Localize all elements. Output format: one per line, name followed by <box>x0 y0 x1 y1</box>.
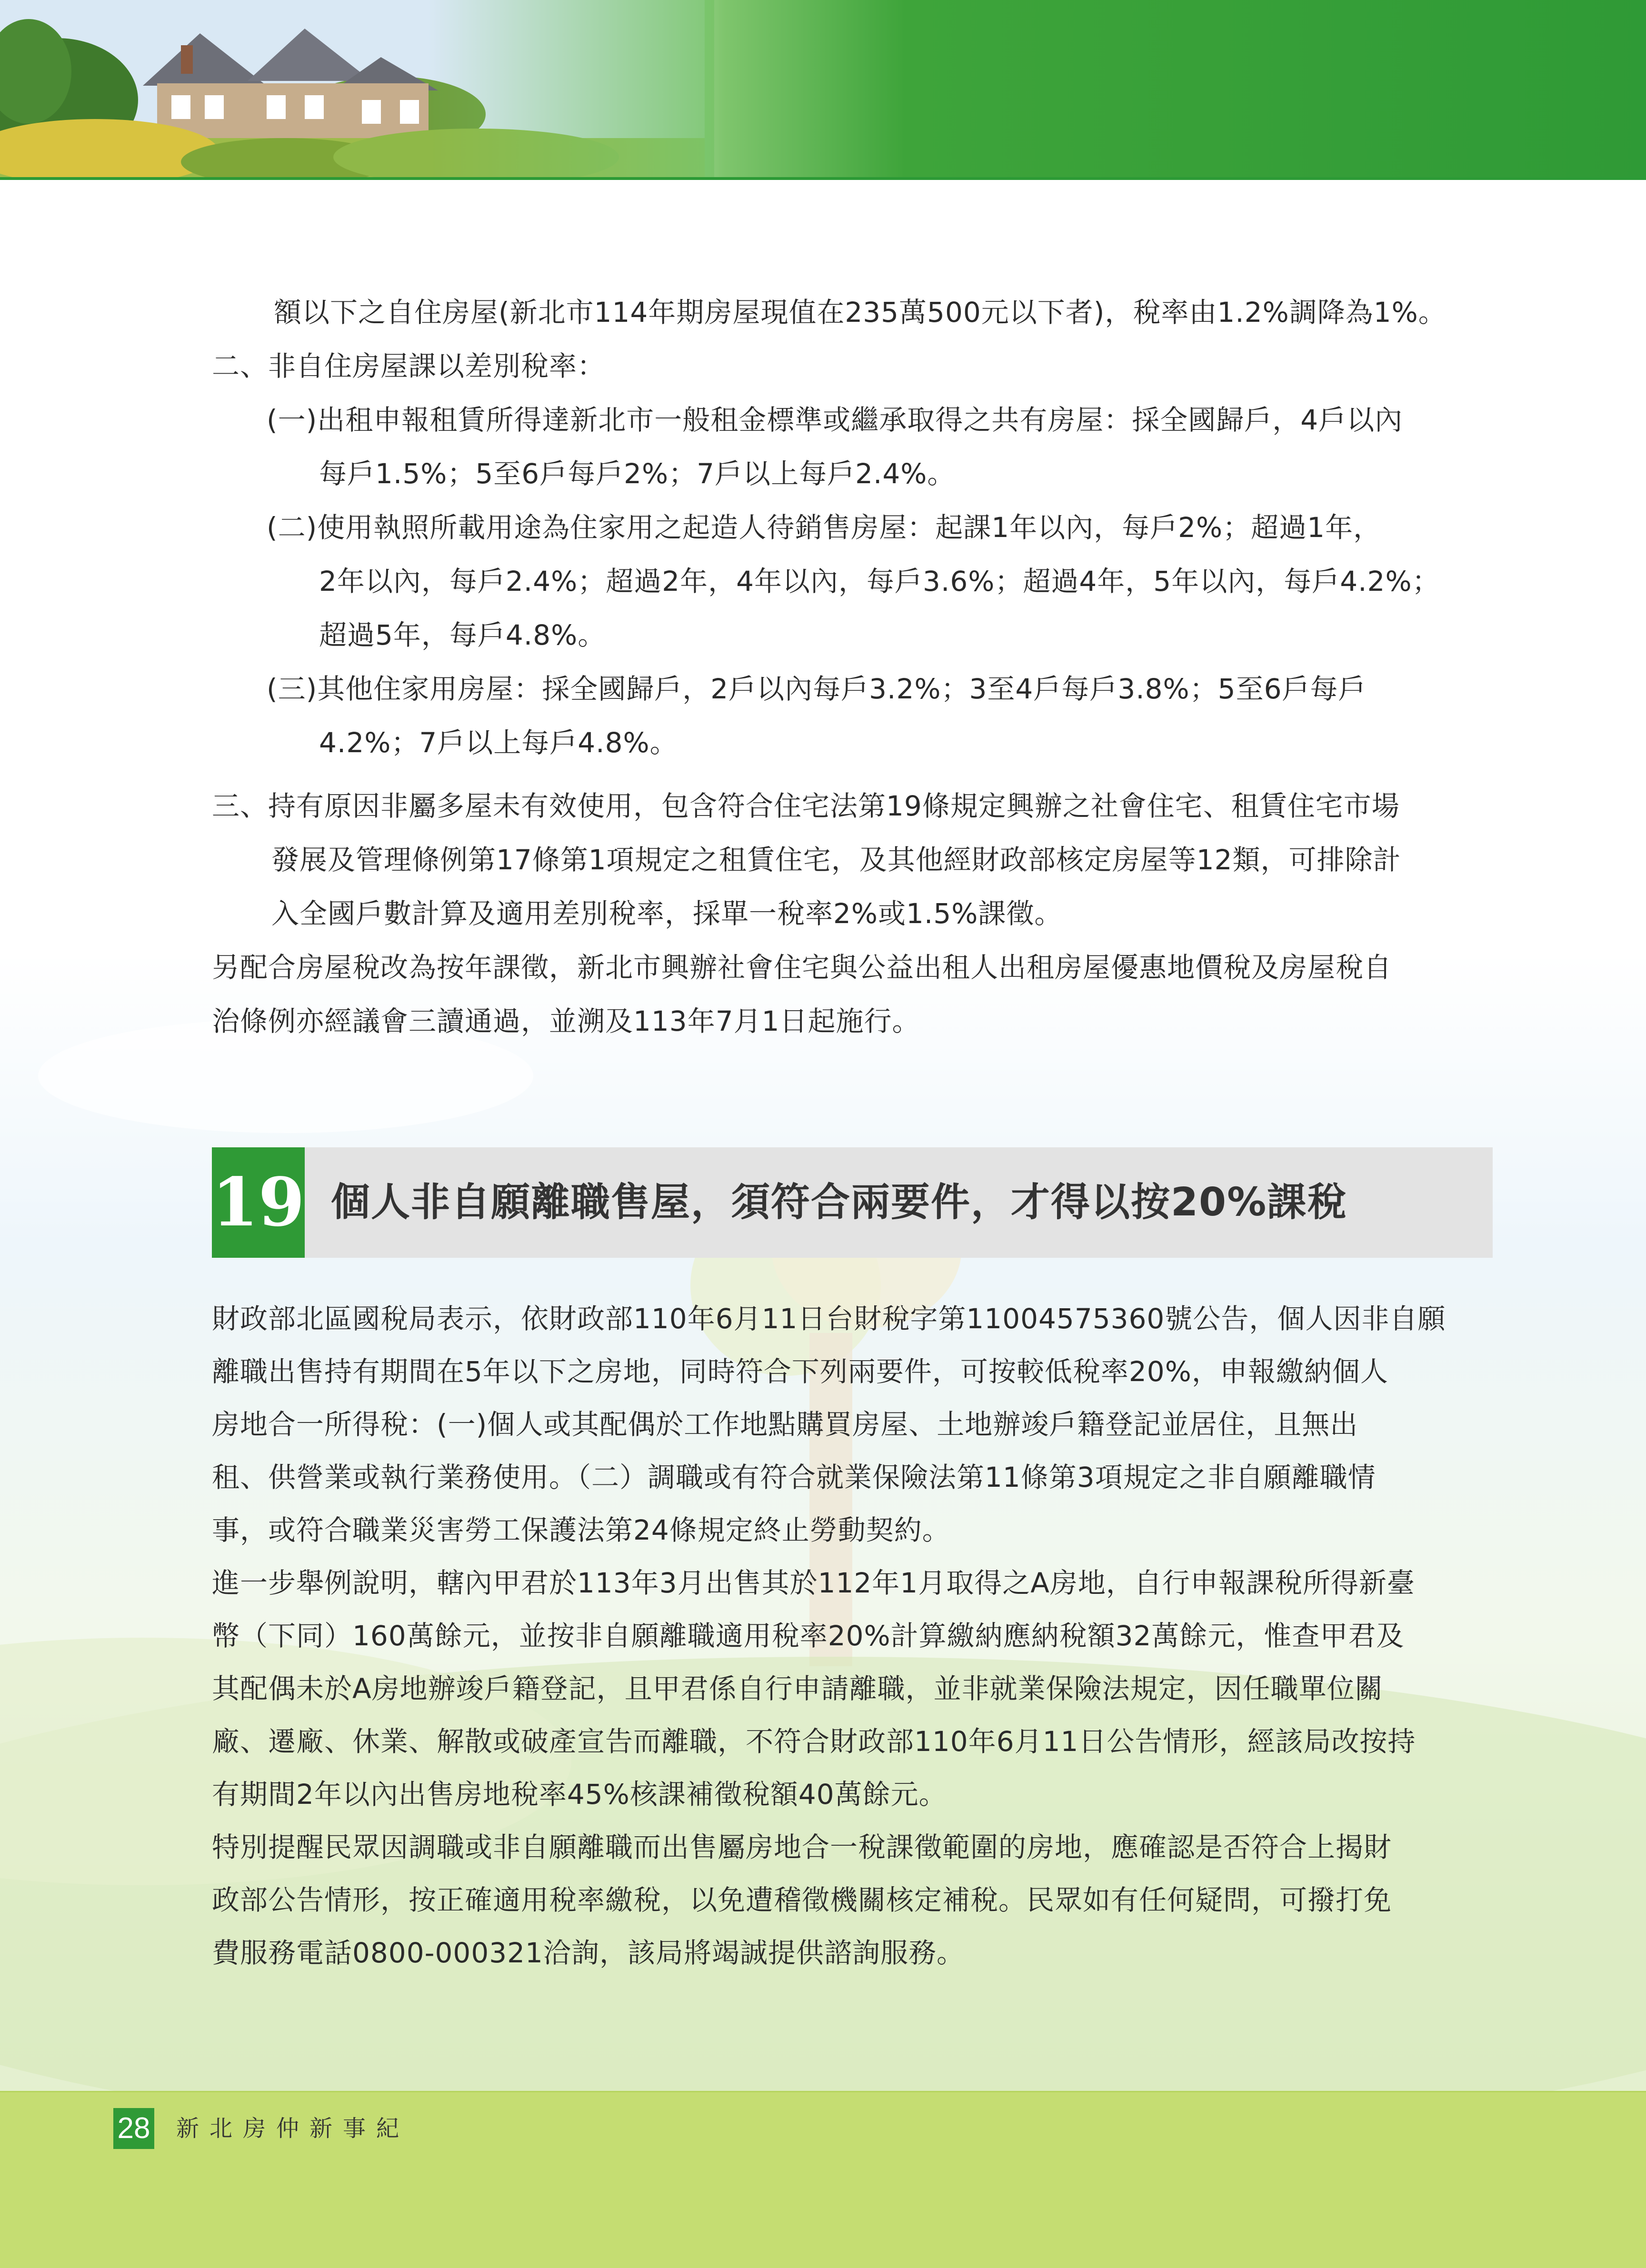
magazine-title: 新北房仲新事紀 <box>176 2115 410 2142</box>
article-body <box>212 1293 1493 1980</box>
closing-line1: 另配合房屋稅改為按年課徵，新北市興辦社會住宅與公益出租人出租房屋優惠地價稅及房屋稅自 <box>212 951 1392 984</box>
closing-line2: 治條例亦經議會三讀通過，並溯及113年7月1日起施行。 <box>212 1005 920 1037</box>
para1-line: 離職出售持有期間在5年以下之房地，同時符合下列兩要件，可按較低稅率20%，申報繳納個人 <box>212 1355 1388 1388</box>
section-number: 19 <box>212 1147 305 1258</box>
para3-line: 費服務電話0800-000321洽詢，該局將竭誠提供諮詢服務。 <box>212 1937 965 1969</box>
intro-continuation: 額以下之自住房屋(新北市114年期房屋現值在235萬500元以下者)，稅率由1.2%調降為1%。 <box>274 296 1446 328</box>
item2-title: 二、非自住房屋課以差別稅率： <box>212 350 606 382</box>
para2-line: 有期間2年以內出售房地稅率45%核課補徵稅額40萬餘元。 <box>212 1778 947 1810</box>
section-title: 個人非自願離職售屋，須符合兩要件，才得以按20%課稅 <box>331 1180 1347 1225</box>
para1-line: 租、供營業或執行業務使用。（二）調職或有符合就業保險法第11條第3項規定之非自願離職情 <box>212 1461 1376 1493</box>
intro-text <box>212 286 1493 1048</box>
sub2-line2: 2年以內，每戶2.4%；超過2年，4年以內，每戶3.6%；超過4年，5年以內，每戶4.2%； <box>319 565 1440 597</box>
para3-line: 特別提醒民眾因調職或非自願離職而出售屬房地合一稅課徵範圍的房地，應確認是否符合上揭財 <box>212 1831 1392 1863</box>
item3-line2: 發展及管理條例第17條第1項規定之租賃住宅，及其他經財政部核定房屋等12類，可排除計 <box>271 844 1401 876</box>
para3-line: 政部公告情形，按正確適用稅率繳稅，以免遭稽徵機關核定補稅。民眾如有任何疑問，可撥打免 <box>212 1884 1392 1916</box>
header-banner <box>0 0 1646 179</box>
item3-line3: 入全國戶數計算及適用差別稅率，採單一稅率2%或1.5%課徵。 <box>271 897 1063 930</box>
para1-line: 財政部北區國稅局表示，依財政部110年6月11日台財稅字第11004575360號公告，個人因非自願 <box>212 1303 1446 1335</box>
item3-line1: 三、持有原因非屬多屋未有效使用，包含符合住宅法第19條規定興辦之社會住宅、租賃住宅市場 <box>212 790 1400 822</box>
sub2-line3: 超過5年，每戶4.8%。 <box>319 619 606 651</box>
para2-line: 其配偶未於A房地辦竣戶籍登記，且甲君係自行申請離職，並非就業保險法規定，因任職單位關 <box>212 1672 1383 1705</box>
sub3-line2: 4.2%；7戶以上每戶4.8%。 <box>319 726 678 759</box>
section-heading <box>212 1147 1493 1258</box>
header-divider <box>0 177 1646 180</box>
sub1-line2: 每戶1.5%；5至6戶每戶2%；7戶以上每戶2.4%。 <box>319 458 956 490</box>
para1-line: 事，或符合職業災害勞工保護法第24條規定終止勞動契約。 <box>212 1514 950 1546</box>
para2-line: 廠、遷廠、休業、解散或破產宣告而離職，不符合財政部110年6月11日公告情形，經該局改按持 <box>212 1725 1416 1758</box>
sub3-line1: (三)其他住家用房屋：採全國歸戶，2戶以內每戶3.2%；3至4戶每戶3.8%；5至6戶每戶 <box>267 673 1367 705</box>
para2-line: 幣（下同）160萬餘元，並按非自願離職適用稅率20%計算繳納應納稅額32萬餘元，惟查甲君及 <box>212 1620 1405 1652</box>
para2-line: 進一步舉例說明，轄內甲君於113年3月出售其於112年1月取得之A房地，自行申報課稅所得新臺 <box>212 1567 1415 1599</box>
page-number: 28 <box>113 2108 154 2149</box>
header-fade <box>429 0 714 179</box>
para1-line: 房地合一所得稅：(一)個人或其配偶於工作地點購買房屋、土地辦竣戶籍登記並居住，且無出 <box>212 1408 1358 1441</box>
sub1-line1: (一)出租申報租賃所得達新北市一般租金標準或繼承取得之共有房屋：採全國歸戶，4戶以內 <box>267 404 1403 436</box>
sub2-line1: (二)使用執照所載用途為住家用之起造人待銷售房屋：起課1年以內，每戶2%；超過1年， <box>267 511 1382 544</box>
